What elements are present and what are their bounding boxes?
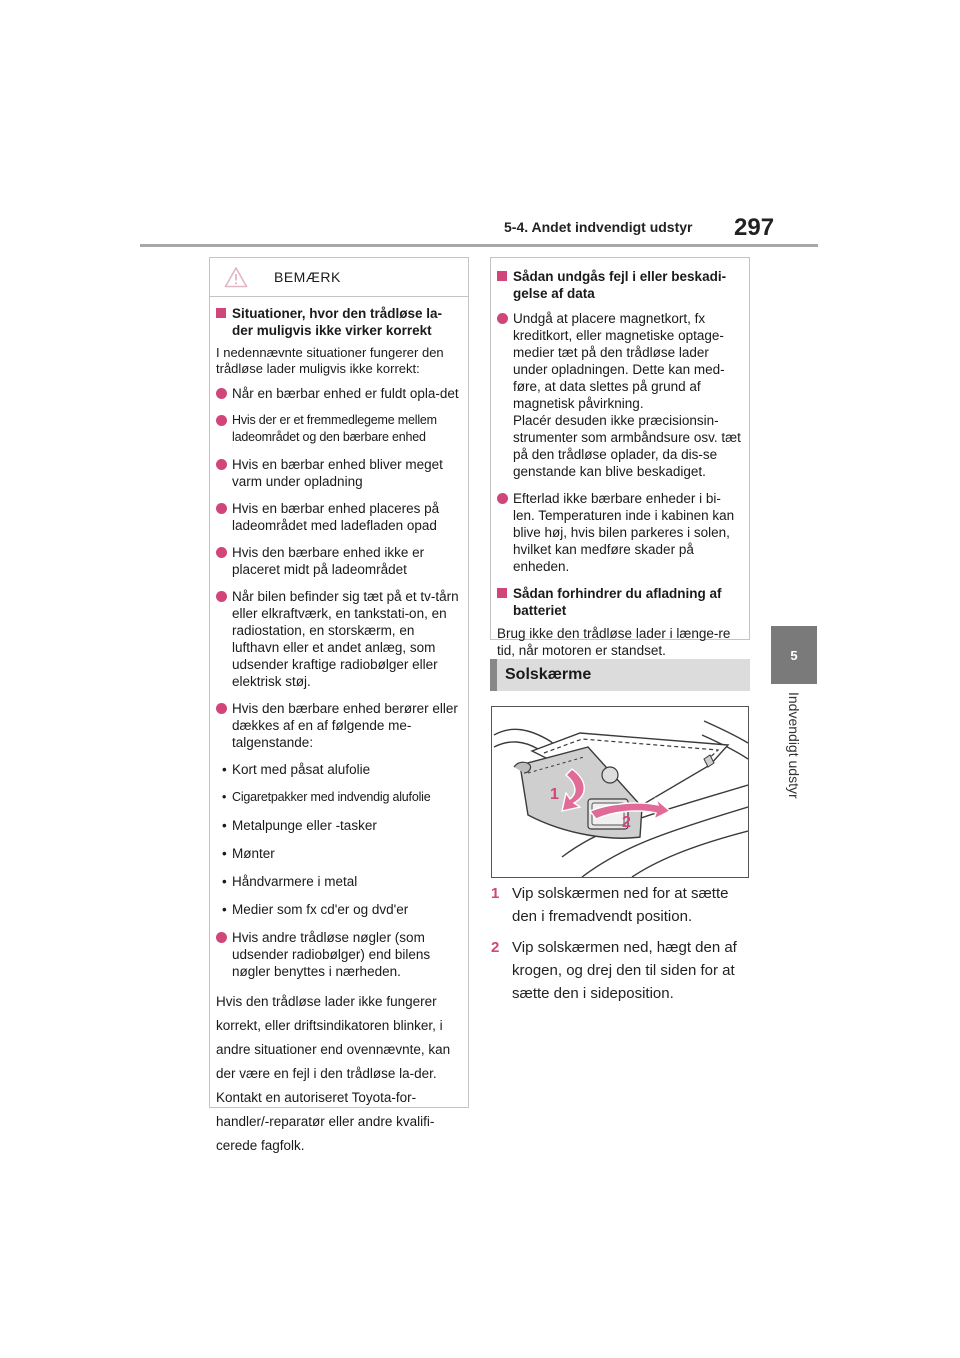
- notice-bullet: [216, 412, 460, 446]
- sub-item: [216, 817, 460, 834]
- square-bullet-icon: [497, 588, 507, 598]
- sub-item-text: Kort med påsat alufolie: [232, 762, 371, 777]
- sub-item-text: Medier som fx cd'er og dvd'er: [232, 902, 409, 917]
- notice-title: BEMÆRK: [274, 268, 341, 285]
- sub-item-text: Håndvarmere i metal: [232, 874, 358, 889]
- notice-bullet: [216, 929, 460, 980]
- dot-marker: •: [222, 762, 227, 777]
- notice-bullet: [216, 500, 460, 534]
- sun-visor-illustration: [492, 707, 748, 877]
- bullet-text-group: [513, 310, 741, 480]
- header-rule: [140, 244, 818, 247]
- bullet-dot-icon: [216, 547, 227, 558]
- right-bullet: [497, 310, 741, 480]
- dot-marker: •: [222, 874, 227, 889]
- sub-item-text: Mønter: [232, 846, 275, 861]
- sun-visor-figure: [491, 706, 749, 878]
- sub-item-text: Metalpunge eller -tasker: [232, 818, 377, 833]
- bullet-text: Hvis en bærbar enhed placeres på ladeområdet med ladefladen opad: [232, 501, 440, 533]
- bullet-dot-icon: [216, 703, 227, 714]
- step-text: Vip solskærmen ned for at sætte den i fremadvendt position.: [512, 885, 729, 925]
- bullet-dot-icon: [216, 388, 227, 399]
- figure-label-2: 2: [622, 814, 631, 831]
- sub-item: [216, 761, 460, 778]
- bullet-dot-icon: [216, 591, 227, 602]
- bullet-text: Undgå at placere magnetkort, fx kreditkort, eller magnetiske optage-medier tæt på den trådløse lader under opladningen. Dette kan med-føre, at data slettes på grund af magnetisk påvirkning.: [513, 311, 725, 411]
- heading-text: Sådan forhindrer du afladning af batteriet: [513, 586, 722, 618]
- data-protection-heading: [497, 268, 741, 302]
- bullet-dot-icon: [216, 415, 227, 426]
- right-bullet: [497, 490, 741, 575]
- data-protection-box: [490, 257, 750, 658]
- step-text: Vip solskærmen ned, hægt den af krogen, og drej den til siden for at sætte den i sideposition.: [512, 939, 737, 1002]
- bullet-dot-icon: [497, 313, 508, 324]
- bullet-text: Efterlad ikke bærbare enheder i bi-len. Temperaturen inde i kabinen kan blive høj, hvis bilen parkeres i solen, hvilket kan medføre skader på enheden.: [513, 491, 735, 574]
- notice-intro: I nedennævnte situationer fungerer den trådløse lader muligvis ikke korrekt:: [216, 345, 444, 376]
- bullet-dot-icon: [216, 459, 227, 470]
- instruction-steps: [491, 882, 751, 1005]
- battery-paragraph: Brug ikke den trådløse lader i længe-re tid, når motoren er standset.: [497, 626, 731, 658]
- step-number: 1: [491, 885, 500, 902]
- sub-item: [216, 901, 460, 918]
- sub-item: [216, 845, 460, 862]
- notice-bullet: [216, 544, 460, 578]
- bullet-dot-icon: [216, 932, 227, 943]
- bullet-text: Når en bærbar enhed er fuldt opla-det: [232, 386, 459, 401]
- square-bullet-icon: [497, 271, 507, 281]
- bullet-text: Hvis en bærbar enhed bliver meget varm under opladning: [232, 457, 443, 489]
- bullet-dot-icon: [216, 503, 227, 514]
- sub-item: [216, 873, 460, 890]
- square-bullet-icon: [216, 308, 226, 318]
- warning-triangle-icon: [224, 266, 248, 288]
- step-item: [491, 882, 751, 928]
- notice-bullet: [216, 456, 460, 490]
- step-item: [491, 936, 751, 1005]
- notice-heading-text: Situationer, hvor den trådløse la-der muligvis ikke virker korrekt: [232, 306, 443, 338]
- chapter-tab: 5: [771, 626, 817, 684]
- notice-box: [209, 257, 469, 1153]
- bullet-text: Hvis der er et fremmedlegeme mellem ladeområdet og den bærbare enhed: [232, 413, 437, 444]
- bullet-text: Hvis den bærbare enhed berører eller dækkes af en af følgende me-talgenstande:: [232, 701, 458, 750]
- notice-bullet: [216, 700, 460, 751]
- page-number: 297: [734, 214, 775, 241]
- sub-item-text: Cigaretpakker med indvendig alufolie: [232, 790, 431, 804]
- header-section-title: 5-4. Andet indvendigt udstyr: [504, 219, 693, 235]
- bullet-dot-icon: [497, 493, 508, 504]
- bullet-text: Hvis andre trådløse nøgler (som udsender radiobølger) end bilens nøgler benyttes i nærheden.: [232, 930, 431, 979]
- chapter-title-text: Indvendigt udstyr: [786, 692, 802, 799]
- sub-item: [216, 789, 460, 806]
- bullet-text: Når bilen befinder sig tæt på et tv-tårn eller elkraftværk, en tankstati-on, en radiostation, en storskærm, en lufthavn eller et andet anlæg, som udsender kraftige radiobølger eller elektrisk støj.: [232, 589, 459, 689]
- section-heading: Solskærme: [490, 659, 750, 691]
- dot-marker: •: [222, 790, 227, 804]
- dot-marker: •: [222, 846, 227, 861]
- battery-heading: [497, 585, 741, 619]
- notice-bullet: [216, 385, 460, 402]
- notice-heading: [216, 305, 460, 339]
- notice-bullet: [216, 588, 460, 690]
- step-number: 2: [491, 939, 500, 956]
- dot-marker: •: [222, 818, 227, 833]
- dot-marker: •: [222, 902, 227, 917]
- notice-closing: Hvis den trådløse lader ikke fungerer korrekt, eller driftsindikatoren blinker, i andre situationer end ovennævnte, kan der være en fejl i den trådløse la-der. Kontakt en autoriseret Toyota-for-handler/-reparatør eller andre kvalifi-cerede fagfolk.: [216, 994, 451, 1153]
- figure-label-1: 1: [550, 786, 559, 803]
- chapter-title: [784, 692, 804, 912]
- bullet-text-extra: Placér desuden ikke præcisionsin-strumenter som armbåndsure osv. tæt på den trådløse oplader, da dis-se genstande kan blive beskadiget.: [513, 413, 741, 479]
- bullet-text: Hvis den bærbare enhed ikke er placeret midt på ladeområdet: [232, 545, 425, 577]
- heading-text: Sådan undgås fejl i eller beskadi-gelse af data: [513, 269, 727, 301]
- notice-header: [210, 258, 468, 297]
